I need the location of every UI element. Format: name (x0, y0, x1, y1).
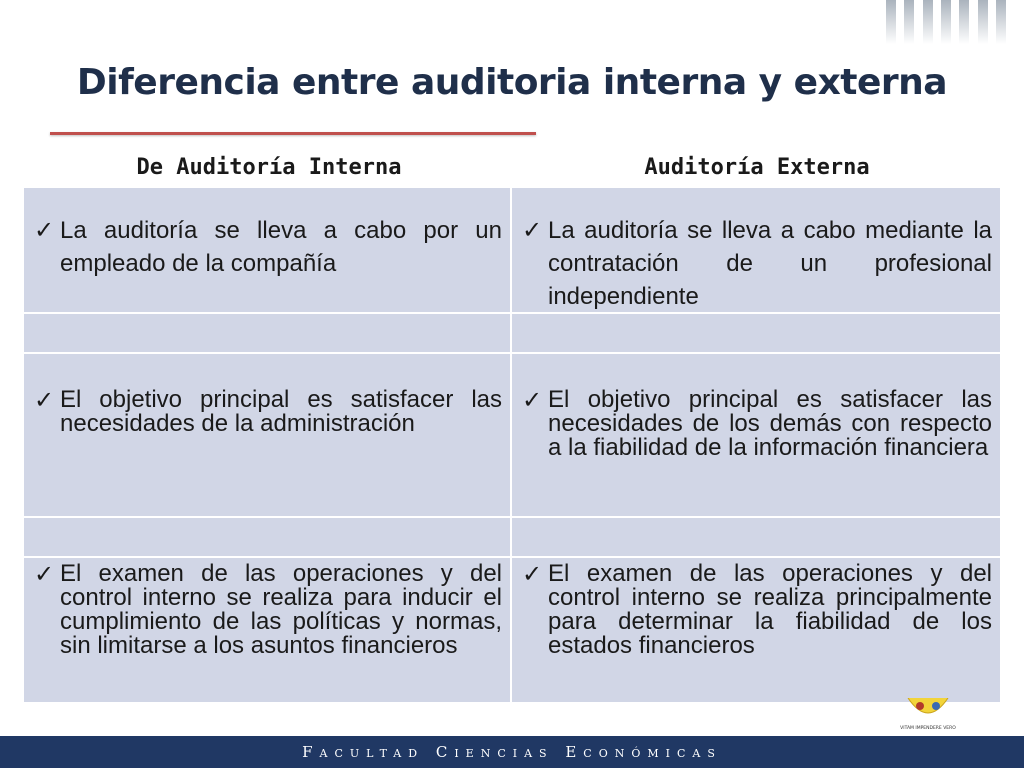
cell-text: El examen de las operaciones y del control interno se realiza principalmente para determinar la fiabilidad de los estados financieros (548, 560, 992, 659)
table-row (24, 354, 1000, 518)
cell-text: La auditoría se lleva a cabo mediante la contratación de un profesional independiente (548, 217, 992, 310)
table-cell (512, 314, 1000, 354)
checkmark-icon: ✓ (522, 386, 543, 414)
table-row-empty (24, 518, 1000, 558)
table-cell (24, 558, 512, 704)
header-internal: De Auditoría Interna (24, 148, 512, 188)
checkmark-icon: ✓ (522, 560, 543, 588)
table-cell (512, 518, 1000, 558)
checkmark-icon: ✓ (34, 386, 55, 414)
table-cell (512, 558, 1000, 704)
table-cell (512, 354, 1000, 518)
table-header-row (24, 148, 1000, 188)
cell-text: La auditoría se lleva a cabo por un empleado de la compañía (60, 217, 502, 277)
footer-bar (0, 736, 1024, 768)
table-row-empty (24, 314, 1000, 354)
cell-text: El objetivo principal es satisfacer las necesidades de la administración (60, 386, 502, 437)
table-cell (24, 518, 512, 558)
footer-text: Facultad Ciencias Económicas (302, 743, 722, 761)
university-seal-icon (900, 698, 956, 732)
slide-title: Diferencia entre auditoria interna y externa (76, 62, 948, 103)
comparison-table (24, 148, 1000, 704)
checkmark-icon: ✓ (34, 560, 55, 588)
cell-text: El objetivo principal es satisfacer las necesidades de los demás con respecto a la fiabilidad de la información financiera (548, 386, 992, 461)
table-cell (24, 314, 512, 354)
title-underline (50, 132, 536, 135)
header-external: Auditoría Externa (512, 148, 1000, 188)
table-row (24, 558, 1000, 704)
svg-text:VITAM IMPENDERE VERO: VITAM IMPENDERE VERO (900, 726, 956, 731)
table-cell (512, 188, 1000, 314)
checkmark-icon: ✓ (522, 216, 543, 244)
checkmark-icon: ✓ (34, 216, 55, 244)
table-row (24, 188, 1000, 314)
decorative-bars (886, 0, 1006, 44)
table-cell (24, 354, 512, 518)
cell-text: El examen de las operaciones y del control interno se realiza para inducir el cumplimiento de las políticas y normas, sin limitarse a los asuntos financieros (60, 560, 502, 659)
table-cell (24, 188, 512, 314)
